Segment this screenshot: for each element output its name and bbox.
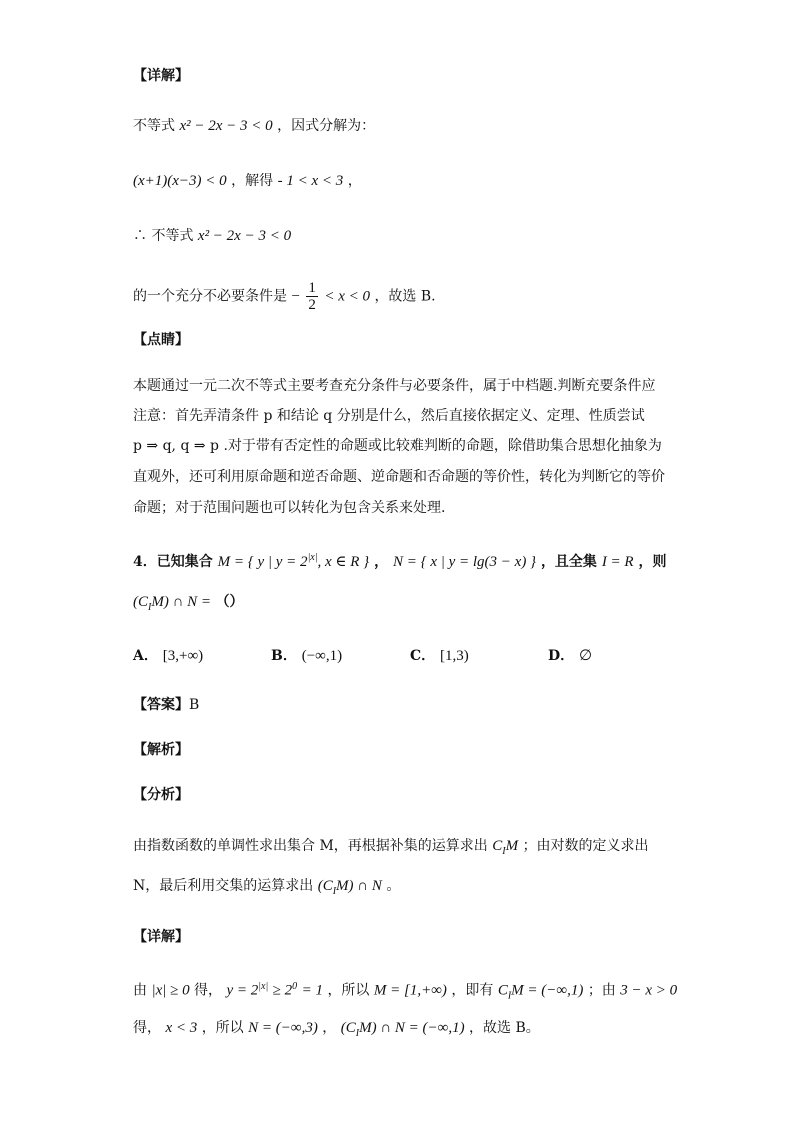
math-expr: = 1	[301, 982, 323, 999]
heading-analysis: 【分析】	[133, 787, 189, 803]
text: ，所以	[327, 982, 370, 999]
detail-line-2	[133, 1018, 540, 1044]
option-value: [3,+∞)	[162, 648, 204, 664]
option-c[interactable]	[410, 646, 469, 666]
answer-label: 【答案】	[133, 697, 189, 713]
math-expr: ≥ 2	[272, 982, 293, 999]
subscript: I	[148, 601, 152, 613]
minus-sign: −	[291, 288, 300, 305]
subscript: I	[502, 845, 506, 857]
text: ；由	[587, 982, 616, 999]
text: 。	[386, 878, 401, 894]
inequality-line	[133, 116, 375, 136]
analysis-line-1	[133, 836, 649, 862]
math-expr: 3 − x > 0	[620, 982, 678, 999]
set-m	[218, 554, 370, 570]
text: ，	[322, 1020, 337, 1036]
option-value: (−∞,1)	[301, 648, 343, 664]
text: ，所以	[201, 1020, 244, 1036]
math-expr: (x+1)(x−3) < 0	[133, 173, 227, 189]
heading-detail: 【详解】	[133, 68, 189, 84]
text: ，且全集	[540, 554, 597, 570]
option-label: C．	[410, 648, 436, 664]
comment-line-1: 本题通过一元二次不等式主要考查充分条件与必要条件，属于中档题.判断充要条件应	[133, 378, 656, 394]
option-value: ∅	[579, 648, 593, 664]
detail-line-1	[133, 977, 677, 1006]
text: 不等式	[151, 228, 194, 244]
math-expr: C	[497, 982, 508, 999]
text: 由指数函数的单调性求出集合 M，再根据补集的运算求出	[133, 838, 488, 854]
math-expr: y = 2	[226, 982, 259, 999]
text: 由	[133, 982, 147, 999]
text: N，最后利用交集的运算求出	[133, 878, 314, 894]
math-expr: C	[492, 838, 503, 854]
text: 不等式	[133, 118, 175, 134]
answer-blank: （）	[215, 594, 244, 610]
math-expr: M) ∩ N	[336, 878, 382, 894]
question-4-line-1	[133, 548, 666, 572]
exponent: |x|	[258, 981, 269, 992]
comment-line-4: 直观外，还可利用原命题和逆否命题、逆命题和否命题的等价性，转化为判断它的等价	[133, 469, 665, 485]
option-a[interactable]	[133, 646, 203, 666]
subscript: I	[507, 990, 512, 1002]
text: ，解得	[231, 173, 274, 189]
comment-line-2: 注意：首先弄清条件 p 和结论 q 分别是什么，然后直接依据定义、定理、性质尝试	[133, 408, 645, 424]
option-label: B．	[271, 648, 297, 664]
heading-comment: 【点睛】	[133, 332, 189, 348]
option-label: D．	[548, 648, 575, 664]
text: 得，	[133, 1020, 161, 1036]
math-expr: M = { y | y = 2	[217, 554, 308, 570]
fraction-denominator: 2	[308, 297, 316, 313]
condition-line	[133, 280, 436, 313]
fraction-numerator: 1	[308, 280, 316, 296]
fraction	[306, 280, 318, 313]
exponent: 0	[292, 981, 298, 992]
math-expr: M = (−∞,1)	[511, 982, 584, 999]
math-expr: |x| ≥ 0	[151, 982, 190, 999]
text: ，故选 B。	[469, 1020, 540, 1036]
math-expr: (C	[340, 1020, 356, 1036]
math-expr: M = [1,+∞)	[373, 982, 447, 999]
answer-line	[133, 695, 199, 715]
math-expr: (C	[133, 594, 148, 610]
factor-line	[133, 171, 362, 191]
text: 得，	[194, 982, 223, 999]
analysis-line-2	[133, 876, 400, 902]
heading-detail-2: 【详解】	[133, 929, 189, 945]
comment-line-5: 命题；对于范围问题也可以转化为包含关系来处理.	[133, 500, 446, 516]
math-expr: < x < 0	[324, 288, 370, 305]
heading-solution: 【解析】	[133, 742, 189, 758]
option-value: [1,3)	[440, 648, 469, 664]
therefore-line	[133, 226, 291, 246]
answer-value: B	[189, 697, 200, 713]
subscript: I	[332, 885, 337, 897]
comment-line-3: p ⇒ q, q ⇒ p .对于带有否定性的命题或比较难判断的命题，除借助集合思想化抽象为	[133, 438, 662, 454]
option-d[interactable]	[548, 646, 592, 666]
text: ，因式分解为：	[277, 118, 376, 134]
math-expr: M) ∩ N = (−∞,1)	[359, 1020, 465, 1036]
therefore-symbol: ∴	[133, 228, 147, 244]
universal-set: I = R	[601, 554, 634, 570]
text: ，	[374, 554, 389, 570]
set-n: N = { x | y = lg(3 − x) }	[392, 554, 537, 570]
subscript: I	[355, 1027, 360, 1039]
text: ，则	[638, 554, 667, 570]
exponent: |x|	[307, 552, 318, 563]
text: ，故选 B.	[374, 288, 436, 305]
math-expr: - 1 < x < 3	[277, 173, 344, 189]
math-expr: M	[505, 838, 519, 854]
text: ；由对数的定义求出	[522, 838, 649, 854]
question-4-line-2	[133, 592, 244, 618]
option-label: A．	[133, 648, 158, 664]
math-expr: N = (−∞,3)	[248, 1020, 318, 1036]
math-expr: (C	[317, 878, 333, 894]
math-expr: , x ∈ R }	[317, 554, 370, 570]
text: 4．已知集合	[133, 554, 213, 570]
math-expr: M) ∩ N =	[151, 594, 212, 610]
text: 的一个充分不必要条件是	[133, 288, 287, 305]
text: ，	[347, 173, 362, 189]
option-b[interactable]	[271, 646, 342, 666]
math-expr: x² − 2x − 3 < 0	[179, 118, 273, 134]
math-expr: x < 3	[165, 1020, 198, 1036]
text: ，即有	[451, 982, 494, 999]
math-expr: x² − 2x − 3 < 0	[197, 228, 292, 244]
